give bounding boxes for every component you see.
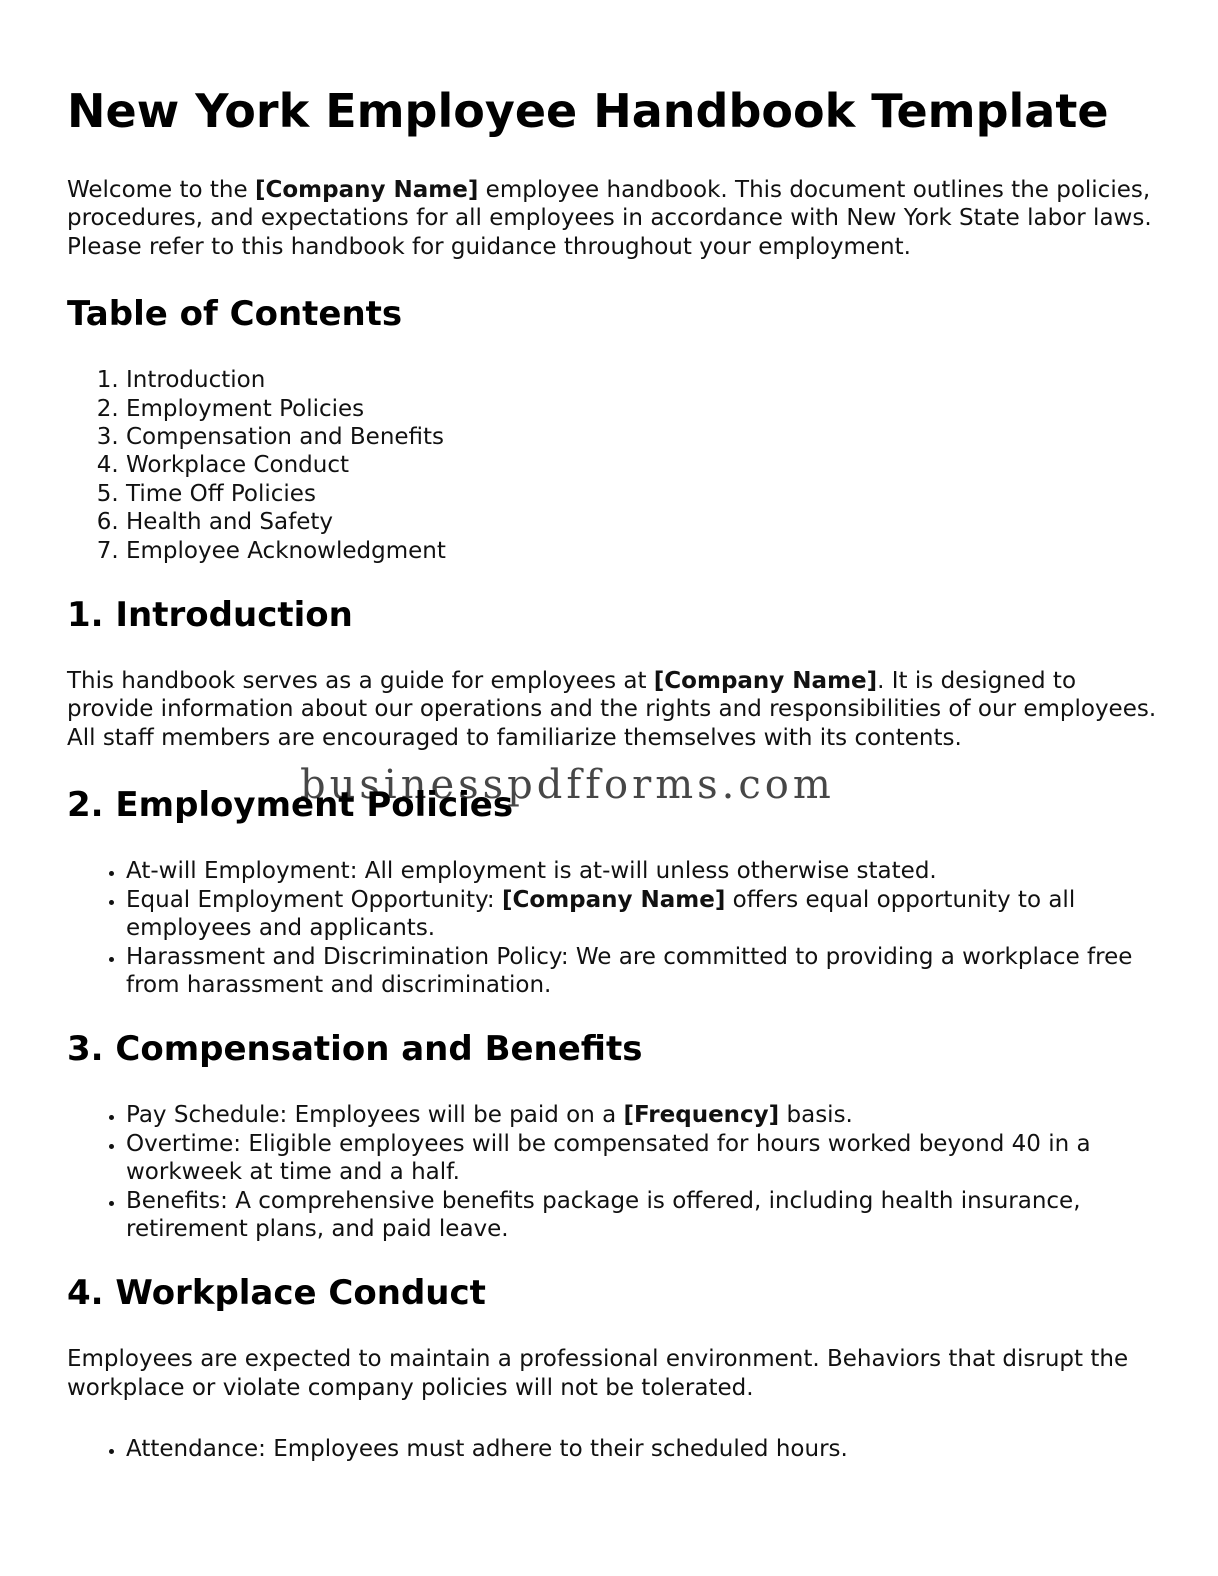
toc-item: 4. Workplace Conduct [126, 451, 1157, 479]
section-heading-compensation: 3. Compensation and Benefits [67, 1029, 643, 1070]
company-name-placeholder: [Company Name] [254, 177, 479, 203]
list-item: • At-will Employment: All employment is at-will unless otherwise stated. [126, 857, 1157, 885]
toc-item: 7. Employee Acknowledgment [126, 537, 1157, 565]
frequency-placeholder: [Frequency] [623, 1102, 780, 1129]
page-title: New York Employee Handbook Template [67, 84, 1109, 138]
toc-item: 2. Employment Policies [126, 395, 1157, 423]
section-heading-workplace-conduct: 4. Workplace Conduct [67, 1273, 486, 1314]
intro-paragraph [67, 176, 1157, 261]
introduction-text-after: . It is designed to provide information about our operations and the rights and responsibilities of our employees. All staff members are encouraged to familiarize themselves with its contents. [67, 668, 1157, 751]
intro-text-before: Welcome to the [67, 177, 255, 203]
workplace-conduct-paragraph: Employees are expected to maintain a professional environment. Behaviors that disrupt the workplace or violate company policies will not be tolerated. [67, 1346, 1129, 1401]
toc-item: 3. Compensation and Benefits [126, 423, 1157, 451]
compensation-list [67, 1101, 1157, 1243]
toc-heading: Table of Contents [67, 294, 403, 335]
document-page [67, 84, 1157, 1494]
list-item: • Harassment and Discrimination Policy: We are committed to providing a workplace free from harassment and discrimination. [126, 943, 1157, 1000]
list-item: • Overtime: Eligible employees will be compensated for hours worked beyond 40 in a workweek at time and a half. [126, 1130, 1157, 1187]
toc-item: 5. Time Off Policies [126, 480, 1157, 508]
list-item [126, 886, 1157, 943]
list-item: • Benefits: A comprehensive benefits package is offered, including health insurance, retirement plans, and paid leave. [126, 1187, 1157, 1244]
watermark: businesspdfforms.com [300, 762, 835, 808]
company-name-placeholder: [Company Name] [502, 886, 726, 913]
workplace-conduct-list [67, 1435, 1157, 1463]
toc-list [67, 366, 1157, 565]
introduction-paragraph [67, 667, 1157, 752]
list-item-text-before: Pay Schedule: Employees will be paid on a [126, 1102, 624, 1129]
list-item-text-after: offers equal opportunity to all employees and applicants. [126, 886, 1076, 942]
list-item [126, 1101, 1157, 1129]
toc-item: 6. Health and Safety [126, 508, 1157, 536]
list-item-text-after: basis. [779, 1102, 853, 1129]
section-heading-introduction: 1. Introduction [67, 595, 353, 636]
section-heading-employment-policies: 2. Employment Policies [67, 785, 514, 826]
toc-item: 1. Introduction [126, 366, 1157, 394]
employment-policies-list [67, 857, 1157, 999]
introduction-text-before: This handbook serves as a guide for employees at [67, 668, 654, 695]
intro-text-after: employee handbook. This document outlines the policies, procedures, and expectations for all employees in accordance with New York State labor laws. Please refer to this handbook for guidance throughout your employment. [67, 177, 1152, 260]
list-item: • Attendance: Employees must adhere to their scheduled hours. [126, 1435, 1157, 1463]
list-item-text-before: Equal Employment Opportunity: [126, 886, 502, 913]
company-name-placeholder: [Company Name] [653, 668, 878, 695]
